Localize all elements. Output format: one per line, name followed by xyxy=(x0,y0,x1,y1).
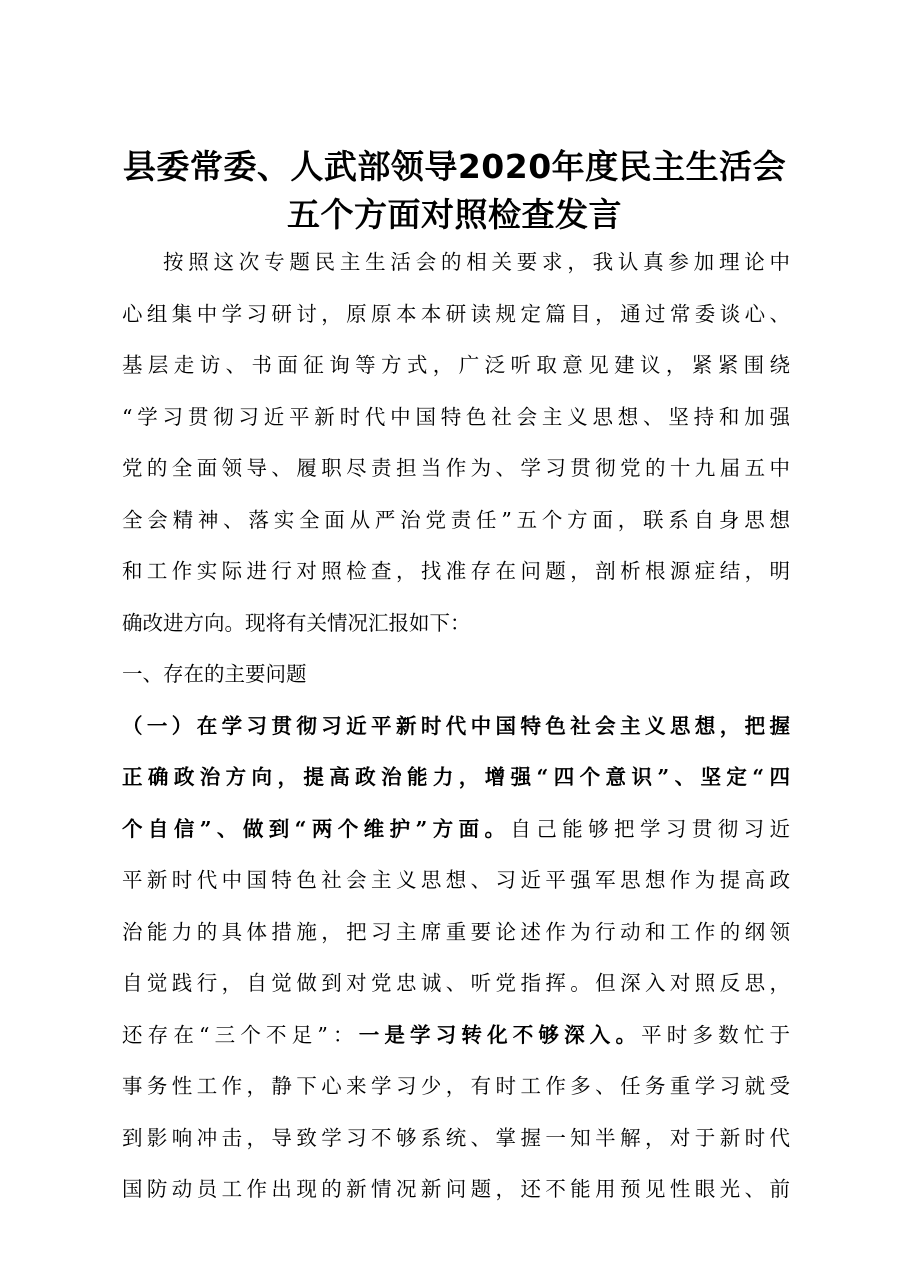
text-run: 确改进方向。现将有关情况汇报如下： xyxy=(122,610,471,635)
bold-run: 一是学习转化不够深入。 xyxy=(358,1022,642,1047)
text-run: 党的全面领导、履职尽责担当作为、学习贯彻党的十九届五中 xyxy=(122,456,790,480)
body-line xyxy=(122,289,790,341)
text-run: 治能力的具体措施，把习主席重要论述作为行动和工作的纲领 xyxy=(122,919,790,944)
body-line xyxy=(122,340,790,392)
section-heading xyxy=(122,649,790,701)
document-body xyxy=(122,237,790,1216)
text-run: 到影响冲击，导致学习不够系统、掌握一知半解，对于新时代 xyxy=(122,1125,790,1150)
text-run: 心组集中学习研讨，原原本本研读规定篇目，通过常委谈心、 xyxy=(122,301,790,326)
bold-run: 个自信”、做到“两个维护”方面。 xyxy=(122,816,511,841)
text-run: 平新时代中国特色社会主义思想、习近平强军思想作为提高政 xyxy=(122,868,790,892)
text-run: 基层走访、书面征询等方式，广泛听取意见建议，紧紧围绕 xyxy=(122,353,790,377)
body-line xyxy=(122,495,790,547)
text-run: 一、存在的主要问题 xyxy=(122,662,307,686)
body-line xyxy=(122,392,790,444)
body-line xyxy=(122,907,790,959)
body-line xyxy=(122,1113,790,1165)
body-line xyxy=(122,752,790,804)
text-run: 国防动员工作出现的新情况新问题，还不能用预见性眼光、前 xyxy=(122,1177,790,1201)
body-line xyxy=(122,958,790,1010)
body-line xyxy=(122,237,790,289)
text-run: 全会精神、落实全面从严治党责任”五个方面，联系自身思想 xyxy=(122,507,790,532)
body-line xyxy=(122,701,790,753)
body-line xyxy=(122,443,790,495)
body-line xyxy=(122,1164,790,1216)
body-line xyxy=(122,804,790,856)
text-run: “学习贯彻习近平新时代中国特色社会主义思想、坚持和加强 xyxy=(122,404,790,429)
body-line xyxy=(122,598,790,650)
document-title-line-2: 五个方面对照检查发言 xyxy=(287,195,622,234)
text-run: 还存在“三个不足”： xyxy=(122,1022,359,1047)
text-run: 自觉践行，自觉做到对党忠诚、听党指挥。但深入对照反思， xyxy=(122,971,790,995)
body-line xyxy=(122,855,790,907)
text-run: 自己能够把学习贯彻习近 xyxy=(510,816,791,841)
document-title-line-1: 县委常委、人武部领导2020年度民主生活会 xyxy=(122,147,787,186)
text-run: 和工作实际进行对照检查，找准存在问题，剖析根源症结，明 xyxy=(122,559,790,583)
text-run: 平时多数忙于 xyxy=(641,1022,790,1047)
text-run: 事务性工作，静下心来学习少，有时工作多、任务重学习就受 xyxy=(122,1074,790,1098)
bold-run: 正确政治方向，提高政治能力，增强“四个意识”、坚定“四 xyxy=(122,765,790,789)
body-line xyxy=(122,1061,790,1113)
body-line xyxy=(122,546,790,598)
bold-run: （一）在学习贯彻习近平新时代中国特色社会主义思想，把握 xyxy=(122,713,790,738)
body-line xyxy=(122,1010,790,1062)
text-run: 按照这次专题民主生活会的相关要求，我认真参加理论中 xyxy=(163,250,790,274)
